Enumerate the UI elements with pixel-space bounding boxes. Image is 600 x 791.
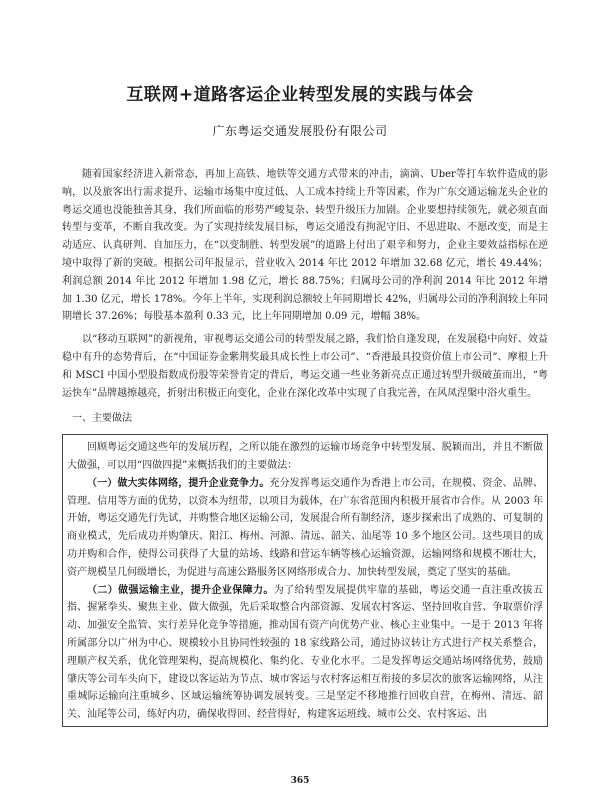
paragraph-review: 回顾粤运交通这些年的发展历程，之所以能在激烈的运输市场竞争中转型发展、脱颖而出，并且不断做大做强，可以用“四做四提”来概括我们的主要做法：: [67, 442, 543, 471]
item-1-lead: （一）做大实体网络，提升企业竞争力。: [87, 477, 270, 489]
body-text: [62, 166, 548, 727]
paragraph-item-2: [67, 582, 543, 724]
paragraph-mobile-internet: 以“移动互联网”的新视角，审视粤运交通公司的转型发展之路，我们恰自逢发现，在发展稳中向好、效益稳中有升的态势背后，在“中国证券金紫荆奖最具成长性上市公司”、“香港最具投资价值上市公司”、摩根上升和 MSCI 中国小型股指数成份股等荣誉肯定的背后，粤运交通一些业务新亮点正通过转型升级破茧而出，“粤运快车”品牌越擦越亮，折射出积极正向变化，企业在深化改革中实现了自我完善，在风凤涅槃中浴火重生。: [62, 334, 548, 399]
paper-title: 互联网+道路客运企业转型发展的实践与体会: [126, 85, 474, 105]
paragraph-item-1: [67, 475, 543, 582]
item-2-lead: （二）做强运输主业，提升企业保障力。: [87, 584, 274, 596]
section-heading: 一、主要做法: [72, 413, 132, 425]
author-affiliation: 广东粤运交通发展股份有限公司: [212, 124, 388, 138]
item-1-body: 充分发挥粤运交通作为香港上市公司，在规模、资金、品牌、管理、信用等方面的优势，以资本为纽带，以项目为载体，在广东省范围内积极开展省市合作。从 2003 年开始，粤运交通先行先试，并购整合地区运输公司，发展混合所有制经济，逐步探索出了成熟的、可复制的商业模式，先后成功并购肇庆、阳江、梅州、河源、清远、韶关、汕尾等 10 多个地区公司。这些项目的成功并购和合作，使得公司获得了大量的站场、线路和营运车辆等核心运输资源，运输网络和规模不断壮大，资产规模呈几何级增长，为促进与高速公路服务区网络形成合力、加快转型发展，奠定了坚实的基础。: [67, 477, 544, 578]
paragraph-intro: 随着国家经济进入新常态，再加上高铁、地铁等交通方式带来的冲击，滴滴、Uber等打车软件造成的影响，以及旅客出行需求提升、运输市场集中度过低、人工成本持续上升等因素，作为广东交通运输龙头企业的粤运交通也没能独善其身，我们所面临的形势严峻复杂、转型升级压力加剧。企业要想持续领先，就必须直面转型与变革，不断自我改变。为了实现持续发展目标，粤运交通没有拘泥守旧、不思进取、不愿改变，而是主动适应、认真研判、自加压力，在“以变制胜、转型发展”的道路上付出了艰辛和努力，企业主要效益指标在逆境中取得了新的突破。根据公司年报显示，营业收入 2014 年比 2012 年增加 32.68 亿元，增长 49.44%；利润总额 2014 年比 2012 年增加 1.98 亿元，增长 88.75%；归属母公司的净利润 2014 年比 2012 年增加 1.30 亿元，增长 178%。今年上半年，实现利润总额较上年同期增长 42%，归属母公司的净利润较上年同期增长 37.26%；每股基本盈利 0.33 元，比上年同期增加 0.09 元，增幅 38%。: [62, 169, 548, 323]
item-2-body: 为了给转型发展提供牢靠的基础，粤运交通一直注重改拔五指、握紧拳头、聚焦主业、做大做强，先后采取整合内部资源、发展农村客运、坚持回收自营、争取票价浮动、加强安全监管、实行差异化竞争等措施，推动国有资产向优势产业、核心主业集中。一是于 2013 年将所属部分以广州为中心、规模较小且协同性较强的 18 家线路公司，通过协议转让方式进行产权关系整合，理顺产权关系，优化管理架构，提高规模化、集约化、专业化水平。二是发挥粤运交通站场网络优势，鼓励肇庆等公司车头向下，建设以客运站为节点、城市客运与农村客运相互衔接的多层次的旅客运输网络，从注重城际运输向注重城乡、区域运输统筹协调发展转变。三是坚定不移地推行回收自营，在梅州、清远、韶关、汕尾等公司，练好内功，确保收得回、经营得好，构建客运班线、城市公交、农村客运、出: [67, 584, 544, 721]
highlighted-section: [62, 434, 548, 727]
page-number: 365: [290, 776, 310, 786]
